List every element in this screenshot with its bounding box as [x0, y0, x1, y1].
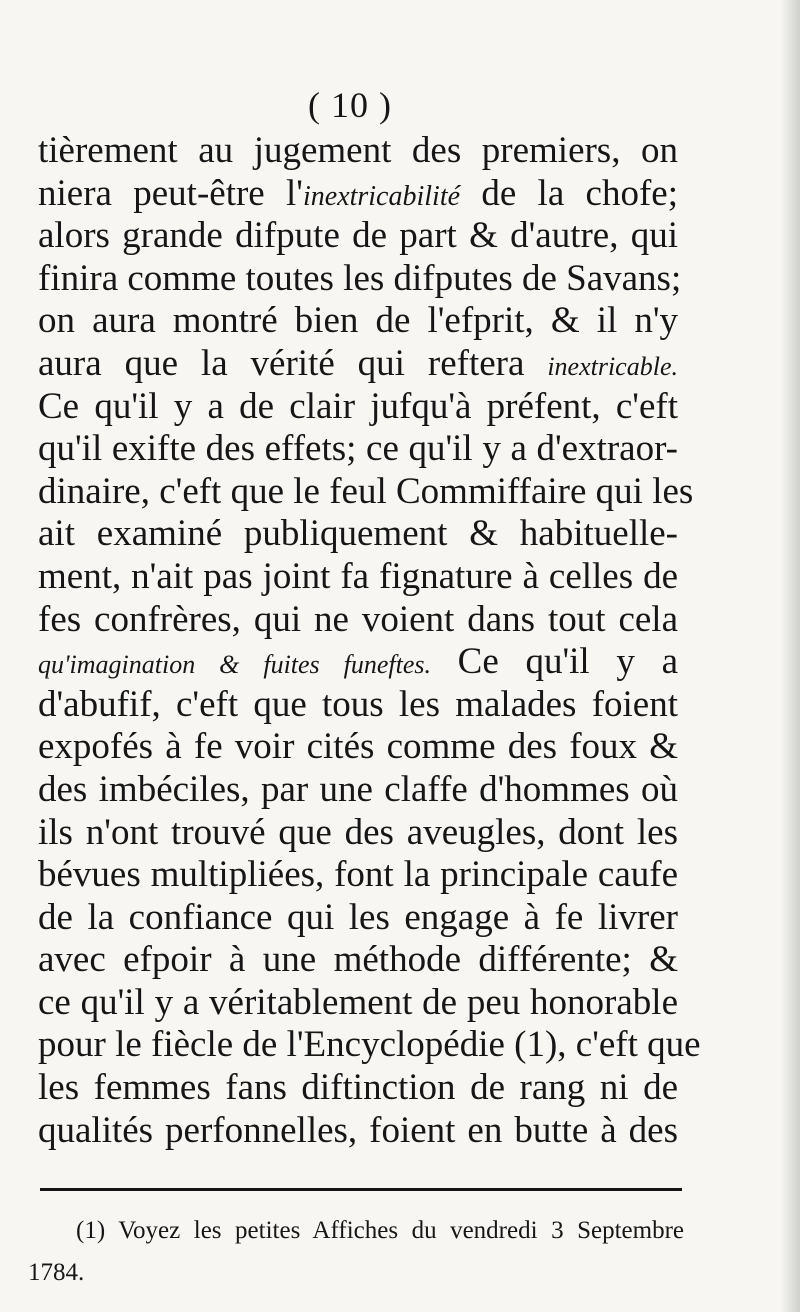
line-text: expofés à fe voir cités comme des foux & [38, 726, 678, 768]
text-line [38, 641, 678, 684]
text-line [38, 897, 678, 940]
footnote-line: 1784. [28, 1259, 85, 1286]
text-line [38, 470, 694, 514]
line-text: les femmes fans diftinction de rang ni de [38, 1067, 678, 1109]
line-text: pour le fiècle de l'Encyclopédie (1), c'eft que [38, 1024, 701, 1066]
text-line [38, 684, 678, 727]
line-text: finira comme toutes les difputes de Savans; [38, 257, 682, 299]
text-line [38, 428, 678, 471]
text-line [38, 982, 678, 1025]
line-text: dinaire, c'eft que le feul Commiffaire qui les [38, 470, 694, 512]
line-text: qu'il exifte des effets; ce qu'il y a d'extraor- [38, 428, 678, 470]
text-line [38, 513, 678, 556]
text-line [38, 599, 678, 642]
line-text: avec efpoir à une méthode différente; & [38, 939, 678, 981]
footnote-line: (1) Voyez les petites Affiches du vendredi 3 Septembre [76, 1217, 684, 1244]
text-line [38, 726, 678, 769]
line-text: on aura montré bien de l'efprit, & il n'y [38, 300, 678, 342]
page-number: ( 10 ) [308, 85, 392, 125]
line-text: des imbéciles, par une claffe d'hommes où [38, 768, 678, 810]
line-text: Ce qu'il y a de clair jufqu'à préfent, c'eft [38, 385, 678, 427]
line-text: Ce qu'il y a [430, 641, 679, 683]
footnote-rule [40, 1188, 682, 1191]
text-line [38, 1067, 678, 1110]
line-text: fes confrères, qui ne voient dans tout cela [38, 598, 678, 640]
text-line [38, 386, 678, 429]
line-text: de la chofe; [460, 172, 678, 214]
text-line [38, 812, 678, 855]
text-line [38, 939, 678, 982]
italic-term: qu'imagination & fuites funeftes. [38, 650, 431, 680]
footnote [28, 1210, 684, 1294]
text-line [38, 215, 678, 258]
text-line [38, 343, 678, 386]
text-line [38, 300, 678, 343]
line-text: ce qu'il y a véritablement de peu honorable [38, 981, 678, 1023]
text-line [38, 1110, 678, 1153]
body-text [38, 130, 701, 1152]
line-text: niera peut-être l' [38, 172, 303, 214]
italic-term: inextricabilité [302, 180, 461, 212]
line-text: alors grande difpute de part & d'autre, qui [38, 215, 678, 257]
text-line [38, 556, 678, 599]
text-line [38, 130, 678, 173]
line-text: bévues multipliées, font la principale caufe [38, 854, 678, 896]
text-line [38, 173, 678, 216]
text-line [38, 1024, 701, 1067]
line-text: aura que la vérité qui reftera [38, 342, 548, 384]
text-line [38, 769, 678, 812]
line-text: d'abufif, c'eft que tous les malades foient [38, 683, 678, 725]
line-text: ment, n'ait pas joint fa fignature à celles de [38, 555, 678, 597]
page-edge-shadow [780, 0, 800, 1312]
line-text: ait examiné publiquement & habituelle- [38, 513, 678, 555]
line-text: ils n'ont trouvé que des aveugles, dont les [38, 811, 678, 853]
text-line [38, 257, 682, 301]
text-line [38, 854, 678, 897]
line-text: qualités perfonnelles, foient en butte à des [38, 1109, 678, 1151]
line-text: tièrement au jugement des premiers, on [38, 130, 678, 171]
italic-term: inextricable. [547, 351, 678, 381]
line-text: de la confiance qui les engage à fe livrer [38, 896, 678, 938]
